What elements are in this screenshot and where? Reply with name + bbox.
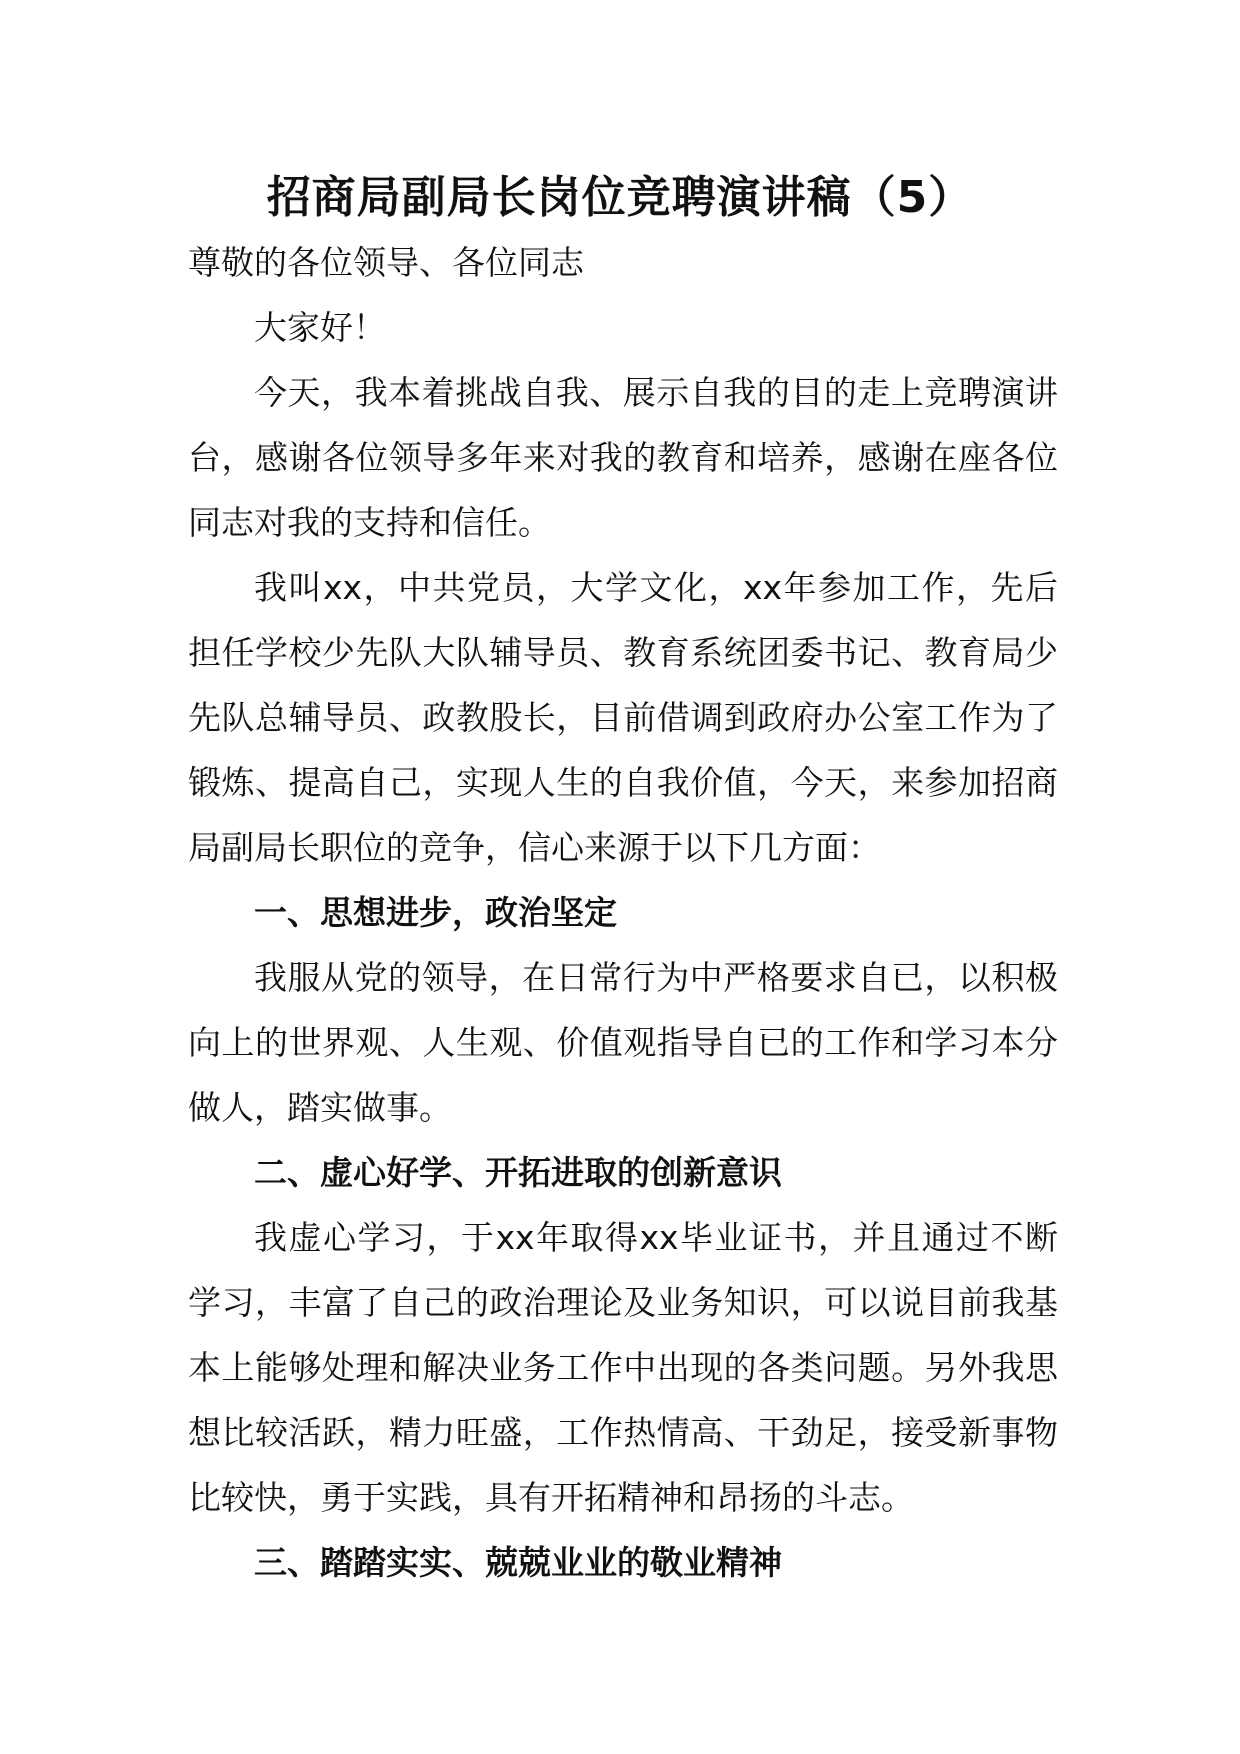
document-title: 招商局副局长岗位竞聘演讲稿（5） [266,172,974,223]
section-text-2: 我虚心学习，于xx年取得xx毕业证书，并且通过不断学习，丰富了自己的政治理论及业务知识，可以说目前我基本上能够处理和解决业务工作中出现的各类问题。另外我思想比较活跃，精力旺盛，工作热情高、干劲足，接受新事物比较快，勇于实践，具有开拓精神和昂扬的斗志。 [188,1218,1058,1517]
paragraph-intro: 今天，我本着挑战自我、展示自我的目的走上竞聘演讲台，感谢各位领导多年来对我的教育和培养，感谢在座各位同志对我的支持和信任。 [188,373,1058,542]
paragraph-self-introduction: 我叫xx，中共党员，大学文化，xx年参加工作，先后担任学校少先队大队辅导员、教育系统团委书记、教育局少先队总辅导员、政教股长，目前借调到政府办公室工作为了锻炼、提高自己，实现人生的自我价值，今天，来参加招商局副局长职位的竞争，信心来源于以下几方面： [188,568,1058,867]
section-text-1: 我服从党的领导，在日常行为中严格要求自已，以积极向上的世界观、人生观、价值观指导自已的工作和学习本分做人，踏实做事。 [188,958,1058,1127]
greeting: 大家好！ [254,308,386,347]
section-heading-3: 三、踏踏实实、兢兢业业的敬业精神 [254,1543,782,1582]
document-body [188,230,1058,1595]
salutation: 尊敬的各位领导、各位同志 [188,243,584,282]
section-heading-1: 一、思想进步，政治坚定 [254,893,617,932]
section-heading-2: 二、虚心好学、开拓进取的创新意识 [254,1153,782,1192]
